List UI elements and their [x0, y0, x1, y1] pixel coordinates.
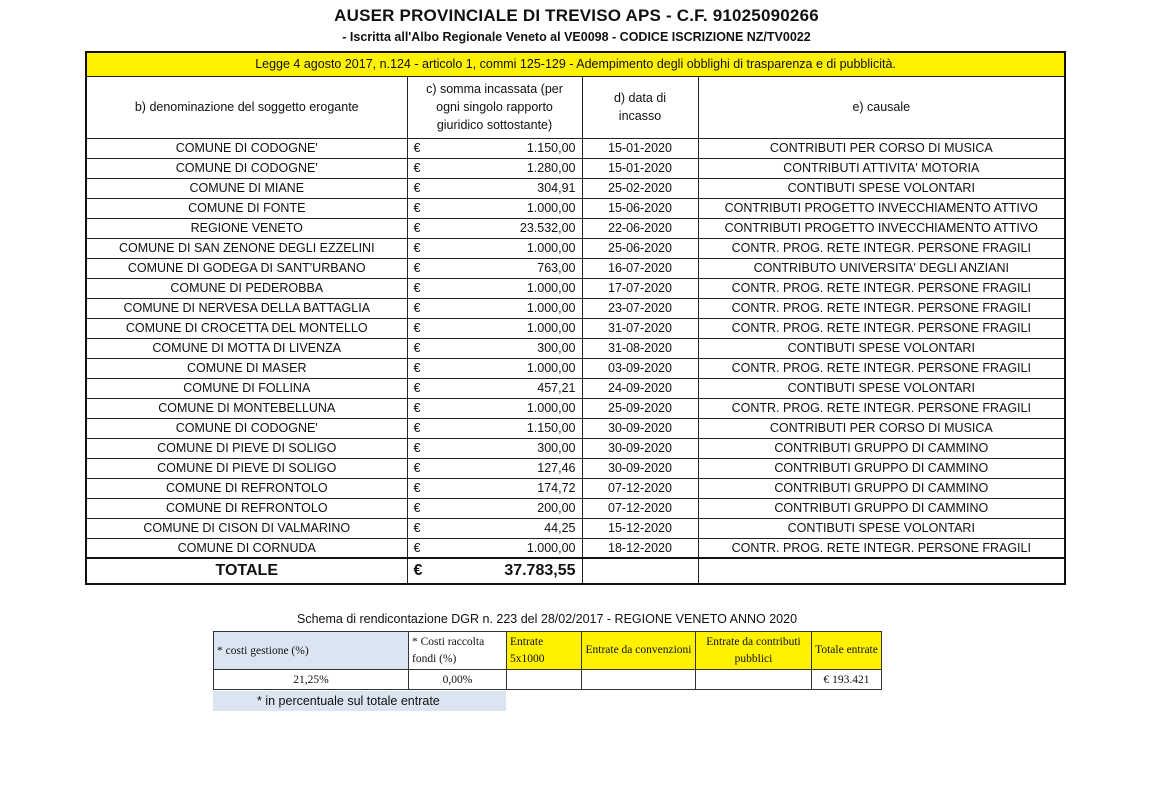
cell-causale: CONTR. PROG. RETE INTEGR. PERSONE FRAGILI — [698, 538, 1065, 558]
cell-currency: € — [407, 178, 443, 198]
schema-header-5x1000: Entrate 5x1000 — [507, 632, 582, 670]
cell-currency: € — [407, 318, 443, 338]
cell-causale: CONTIBUTI SPESE VOLONTARI — [698, 338, 1065, 358]
cell-data: 25-06-2020 — [582, 238, 698, 258]
cell-importo: 1.000,00 — [443, 538, 582, 558]
cell-ente: COMUNE DI PEDEROBBA — [86, 278, 407, 298]
cell-data: 30-09-2020 — [582, 438, 698, 458]
cell-data: 15-12-2020 — [582, 518, 698, 538]
cell-importo: 300,00 — [443, 338, 582, 358]
cell-data: 31-07-2020 — [582, 318, 698, 338]
cell-importo: 127,46 — [443, 458, 582, 478]
law-reference: Legge 4 agosto 2017, n.124 - articolo 1, commi 125-129 - Adempimento degli obblighi di trasparenza e di pubblicità. — [86, 52, 1065, 76]
schema-header-costi-gestione: * costi gestione (%) — [214, 632, 409, 670]
cell-ente: REGIONE VENETO — [86, 218, 407, 238]
cell-data: 25-02-2020 — [582, 178, 698, 198]
cell-causale: CONTRIBUTI PROGETTO INVECCHIAMENTO ATTIVO — [698, 218, 1065, 238]
cell-importo: 1.000,00 — [443, 238, 582, 258]
cell-ente: COMUNE DI MOTTA DI LIVENZA — [86, 338, 407, 358]
cell-importo: 1.000,00 — [443, 198, 582, 218]
table-row — [86, 338, 1065, 358]
cell-currency: € — [407, 478, 443, 498]
cell-ente: COMUNE DI FONTE — [86, 198, 407, 218]
cell-causale: CONTR. PROG. RETE INTEGR. PERSONE FRAGILI — [698, 398, 1065, 418]
table-header-row — [86, 76, 1065, 138]
cell-data: 15-01-2020 — [582, 158, 698, 178]
schema-value-convenzioni — [582, 670, 696, 690]
cell-data: 23-07-2020 — [582, 298, 698, 318]
cell-currency: € — [407, 298, 443, 318]
schema-header-totale: Totale entrate — [812, 632, 882, 670]
cell-causale: CONTRIBUTI GRUPPO DI CAMMINO — [698, 478, 1065, 498]
cell-ente: COMUNE DI MASER — [86, 358, 407, 378]
total-empty-date — [582, 558, 698, 584]
table-row — [86, 538, 1065, 558]
cell-importo: 1.000,00 — [443, 298, 582, 318]
schema-table — [213, 631, 882, 690]
cell-causale: CONTRIBUTI PROGETTO INVECCHIAMENTO ATTIVO — [698, 198, 1065, 218]
cell-causale: CONTRIBUTI ATTIVITA' MOTORIA — [698, 158, 1065, 178]
cell-currency: € — [407, 498, 443, 518]
cell-importo: 1.000,00 — [443, 358, 582, 378]
cell-data: 25-09-2020 — [582, 398, 698, 418]
cell-ente: COMUNE DI MIANE — [86, 178, 407, 198]
cell-importo: 300,00 — [443, 438, 582, 458]
table-row — [86, 318, 1065, 338]
cell-ente: COMUNE DI SAN ZENONE DEGLI EZZELINI — [86, 238, 407, 258]
table-row — [86, 478, 1065, 498]
total-currency: € — [407, 558, 443, 584]
cell-currency: € — [407, 438, 443, 458]
cell-causale: CONTIBUTI SPESE VOLONTARI — [698, 518, 1065, 538]
header-data: d) data di incasso — [582, 76, 698, 138]
table-row — [86, 138, 1065, 158]
cell-data: 03-09-2020 — [582, 358, 698, 378]
cell-importo: 1.280,00 — [443, 158, 582, 178]
cell-importo: 200,00 — [443, 498, 582, 518]
cell-causale: CONTR. PROG. RETE INTEGR. PERSONE FRAGILI — [698, 278, 1065, 298]
cell-currency: € — [407, 518, 443, 538]
cell-importo: 1.000,00 — [443, 398, 582, 418]
cell-currency: € — [407, 538, 443, 558]
cell-currency: € — [407, 138, 443, 158]
cell-causale: CONTR. PROG. RETE INTEGR. PERSONE FRAGILI — [698, 238, 1065, 258]
table-row — [86, 158, 1065, 178]
cell-importo: 1.150,00 — [443, 418, 582, 438]
table-row — [86, 218, 1065, 238]
cell-importo: 1.000,00 — [443, 318, 582, 338]
cell-data: 07-12-2020 — [582, 478, 698, 498]
table-row — [86, 438, 1065, 458]
cell-data: 24-09-2020 — [582, 378, 698, 398]
schema-note: * in percentuale sul totale entrate — [213, 691, 506, 711]
cell-currency: € — [407, 198, 443, 218]
cell-data: 30-09-2020 — [582, 458, 698, 478]
table-row — [86, 458, 1065, 478]
cell-causale: CONTR. PROG. RETE INTEGR. PERSONE FRAGILI — [698, 358, 1065, 378]
table-row — [86, 298, 1065, 318]
cell-currency: € — [407, 458, 443, 478]
cell-currency: € — [407, 338, 443, 358]
cell-currency: € — [407, 238, 443, 258]
cell-ente: COMUNE DI CISON DI VALMARINO — [86, 518, 407, 538]
schema-header-row — [214, 632, 882, 670]
header-causale: e) causale — [698, 76, 1065, 138]
cell-ente: COMUNE DI PIEVE DI SOLIGO — [86, 438, 407, 458]
total-value: 37.783,55 — [443, 558, 582, 584]
document-subtitle: - Iscritta all'Albo Regionale Veneto al VE0098 - CODICE ISCRIZIONE NZ/TV0022 — [342, 30, 811, 44]
cell-causale: CONTR. PROG. RETE INTEGR. PERSONE FRAGILI — [698, 318, 1065, 338]
cell-ente: COMUNE DI REFRONTOLO — [86, 498, 407, 518]
cell-causale: CONTRIBUTI GRUPPO DI CAMMINO — [698, 458, 1065, 478]
table-row — [86, 178, 1065, 198]
cell-currency: € — [407, 218, 443, 238]
cell-data: 07-12-2020 — [582, 498, 698, 518]
cell-ente: COMUNE DI NERVESA DELLA BATTAGLIA — [86, 298, 407, 318]
total-label: TOTALE — [86, 558, 407, 584]
schema-header-contributi: Entrate da contributi pubblici — [696, 632, 812, 670]
cell-ente: COMUNE DI CODOGNE' — [86, 418, 407, 438]
table-row — [86, 418, 1065, 438]
header-somma: c) somma incassata (per ogni singolo rapporto giuridico sottostante) — [407, 76, 582, 138]
table-row — [86, 358, 1065, 378]
cell-currency: € — [407, 358, 443, 378]
cell-importo: 1.150,00 — [443, 138, 582, 158]
cell-ente: COMUNE DI GODEGA DI SANT'URBANO — [86, 258, 407, 278]
cell-data: 31-08-2020 — [582, 338, 698, 358]
cell-currency: € — [407, 158, 443, 178]
cell-ente: COMUNE DI REFRONTOLO — [86, 478, 407, 498]
schema-value-costi-gestione: 21,25% — [214, 670, 409, 690]
schema-value-5x1000 — [507, 670, 582, 690]
contributions-table — [85, 51, 1066, 585]
cell-causale: CONTR. PROG. RETE INTEGR. PERSONE FRAGILI — [698, 298, 1065, 318]
cell-currency: € — [407, 278, 443, 298]
cell-data: 15-06-2020 — [582, 198, 698, 218]
cell-importo: 23.532,00 — [443, 218, 582, 238]
cell-ente: COMUNE DI CORNUDA — [86, 538, 407, 558]
cell-ente: COMUNE DI CROCETTA DEL MONTELLO — [86, 318, 407, 338]
header-denominazione: b) denominazione del soggetto erogante — [86, 76, 407, 138]
cell-data: 22-06-2020 — [582, 218, 698, 238]
table-row — [86, 398, 1065, 418]
cell-importo: 174,72 — [443, 478, 582, 498]
cell-causale: CONTRIBUTI GRUPPO DI CAMMINO — [698, 498, 1065, 518]
cell-importo: 763,00 — [443, 258, 582, 278]
cell-causale: CONTIBUTI SPESE VOLONTARI — [698, 178, 1065, 198]
cell-data: 16-07-2020 — [582, 258, 698, 278]
cell-currency: € — [407, 378, 443, 398]
schema-values-row — [214, 670, 882, 690]
cell-causale: CONTRIBUTI GRUPPO DI CAMMINO — [698, 438, 1065, 458]
schema-value-contributi — [696, 670, 812, 690]
cell-importo: 1.000,00 — [443, 278, 582, 298]
schema-value-costi-raccolta: 0,00% — [409, 670, 507, 690]
cell-ente: COMUNE DI CODOGNE' — [86, 158, 407, 178]
cell-ente: COMUNE DI PIEVE DI SOLIGO — [86, 458, 407, 478]
cell-causale: CONTIBUTI SPESE VOLONTARI — [698, 378, 1065, 398]
schema-value-totale: € 193.421 — [812, 670, 882, 690]
table-row — [86, 238, 1065, 258]
total-empty-causale — [698, 558, 1065, 584]
cell-causale: CONTRIBUTI PER CORSO DI MUSICA — [698, 138, 1065, 158]
table-row — [86, 278, 1065, 298]
total-row — [86, 558, 1065, 584]
table-row — [86, 498, 1065, 518]
cell-causale: CONTRIBUTI PER CORSO DI MUSICA — [698, 418, 1065, 438]
table-row — [86, 378, 1065, 398]
cell-importo: 304,91 — [443, 178, 582, 198]
cell-data: 18-12-2020 — [582, 538, 698, 558]
cell-ente: COMUNE DI MONTEBELLUNA — [86, 398, 407, 418]
cell-data: 30-09-2020 — [582, 418, 698, 438]
table-row — [86, 518, 1065, 538]
schema-header-convenzioni: Entrate da convenzioni — [582, 632, 696, 670]
law-reference-row — [86, 52, 1065, 76]
cell-data: 17-07-2020 — [582, 278, 698, 298]
table-row — [86, 198, 1065, 218]
table-row — [86, 258, 1065, 278]
schema-title: Schema di rendicontazione DGR n. 223 del 28/02/2017 - REGIONE VENETO ANNO 2020 — [296, 612, 798, 626]
cell-causale: CONTRIBUTO UNIVERSITA' DEGLI ANZIANI — [698, 258, 1065, 278]
cell-currency: € — [407, 398, 443, 418]
cell-currency: € — [407, 258, 443, 278]
cell-data: 15-01-2020 — [582, 138, 698, 158]
cell-importo: 457,21 — [443, 378, 582, 398]
cell-currency: € — [407, 418, 443, 438]
schema-header-costi-raccolta: * Costi raccolta fondi (%) — [409, 632, 507, 670]
cell-ente: COMUNE DI CODOGNE' — [86, 138, 407, 158]
document-title: AUSER PROVINCIALE DI TREVISO APS - C.F. 91025090266 — [334, 6, 819, 25]
cell-ente: COMUNE DI FOLLINA — [86, 378, 407, 398]
cell-importo: 44,25 — [443, 518, 582, 538]
